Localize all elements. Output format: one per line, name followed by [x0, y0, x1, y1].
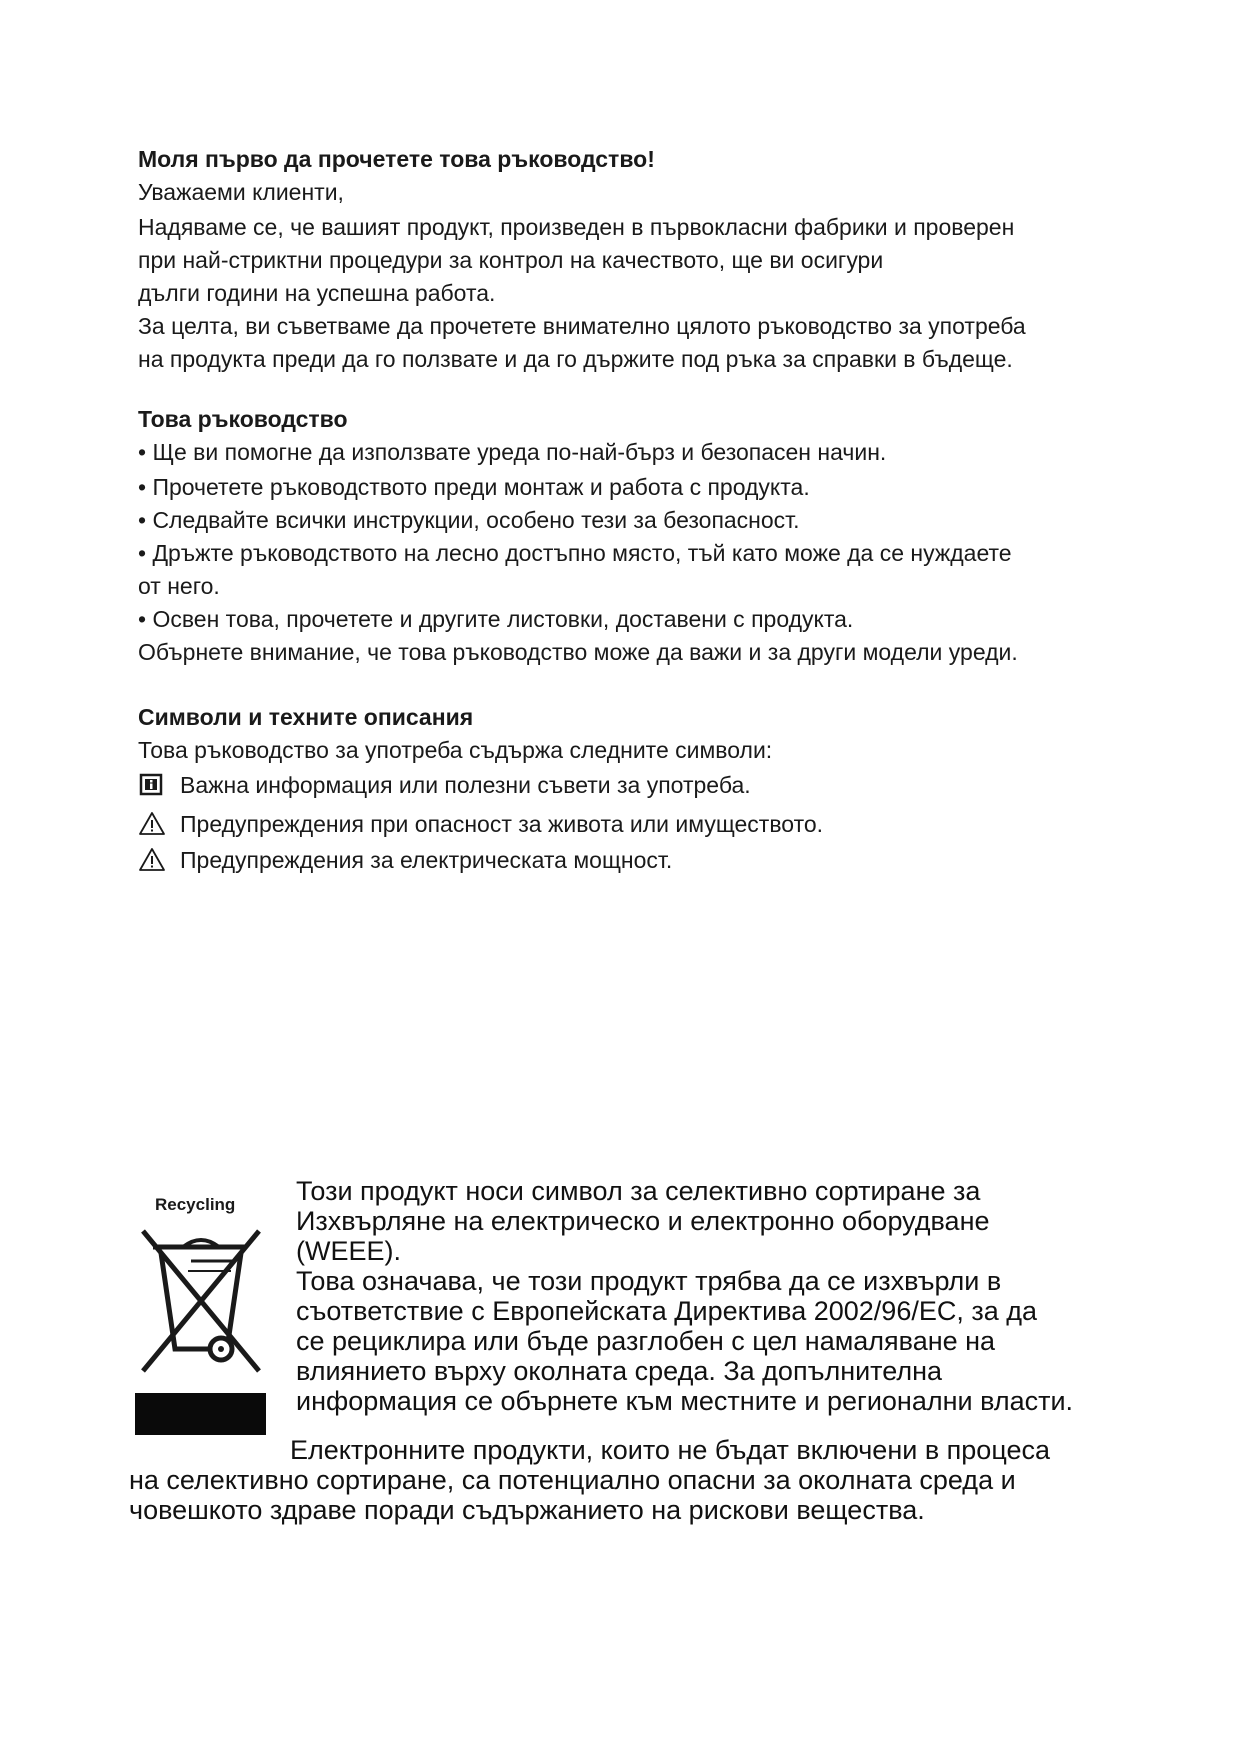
manual-line: Обърнете внимание, че това ръководство може да важи и за други модели уреди.	[138, 639, 1018, 665]
symbol-text: Важна информация или полезни съвети за употреба.	[180, 772, 751, 798]
manual-section	[138, 403, 1138, 669]
symbols-title: Символи и техните описания	[138, 704, 474, 730]
weee-footer-line: човешкото здраве поради съдържанието на рискови вещества.	[129, 1495, 925, 1525]
manual-line: • Прочетете ръководството преди монтаж и работа с продукта.	[138, 474, 810, 500]
intro-line: дълги години на успешна работа.	[138, 280, 496, 306]
symbol-item	[138, 767, 1138, 803]
weee-line: информация се обърнете към местните и регионални власти.	[296, 1386, 1074, 1416]
manual-line: от него.	[138, 573, 220, 599]
intro-line: За целта, ви съветваме да прочетете внимателно цялото ръководство за употреба	[138, 313, 1026, 339]
info-icon	[138, 771, 166, 799]
recycling-label: Recycling	[155, 1195, 236, 1214]
weee-footer	[129, 1435, 1050, 1525]
weee-line: съответствие с Европейската Директива 2002/96/EC, за да	[296, 1296, 1038, 1326]
symbols-intro: Това ръководство за употреба съдържа следните символи:	[138, 737, 773, 763]
intro-line: на продукта преди да го ползвате и да го държите под ръка за справки в бъдеще.	[138, 346, 1013, 372]
weee-black-bar	[135, 1393, 266, 1435]
symbol-text: Предупреждения за електрическата мощност.	[180, 847, 673, 873]
symbol-item	[138, 842, 1138, 878]
weee-line: Изхвърляне на електрическо и електронно оборудване	[296, 1206, 990, 1236]
weee-line: влиянието върху околната среда. За допълнителна	[296, 1356, 943, 1386]
symbol-item	[138, 806, 1138, 842]
intro-line: Надяваме се, че вашият продукт, произведен в първокласни фабрики и проверен	[138, 214, 1015, 240]
warning-triangle-icon	[138, 846, 166, 874]
manual-title: Това ръководство	[138, 406, 348, 432]
weee-footer-line: Електронните продукти, които не бъдат включени в процеса	[290, 1435, 1051, 1465]
weee-footer-line: на селективно сортиране, са потенциално опасни за околната среда и	[129, 1465, 1016, 1495]
weee-line: Този продукт носи символ за селективно сортиране за	[296, 1176, 981, 1206]
warning-triangle-icon	[138, 810, 166, 838]
manual-line: • Ще ви помогне да използвате уреда по-най-бърз и безопасен начин.	[138, 439, 887, 465]
weee-line: (WEEE).	[296, 1236, 401, 1266]
manual-line: • Дръжте ръководството на лесно достъпно място, тъй като може да се нуждаете	[138, 540, 1012, 566]
manual-line: • Освен това, прочетете и другите листовки, доставени с продукта.	[138, 606, 854, 632]
weee-line: Това означава, че този продукт трябва да се изхвърли в	[296, 1266, 1002, 1296]
intro-section	[138, 143, 1138, 376]
weee-line: се рециклира или бъде разглобен с цел намаляване на	[296, 1326, 996, 1356]
intro-line: Уважаеми клиенти,	[138, 179, 344, 205]
weee-text	[296, 1176, 1073, 1416]
crossed-bin-icon	[133, 1219, 269, 1389]
manual-line: • Следвайте всички инструкции, особено тези за безопасност.	[138, 507, 800, 533]
intro-title: Моля първо да прочетете това ръководство!	[138, 146, 655, 172]
symbols-section	[138, 701, 1138, 878]
symbol-text: Предупреждения при опасност за живота или имуществото.	[180, 811, 824, 837]
intro-line: при най-стриктни процедури за контрол на качеството, ще ви осигури	[138, 247, 884, 273]
